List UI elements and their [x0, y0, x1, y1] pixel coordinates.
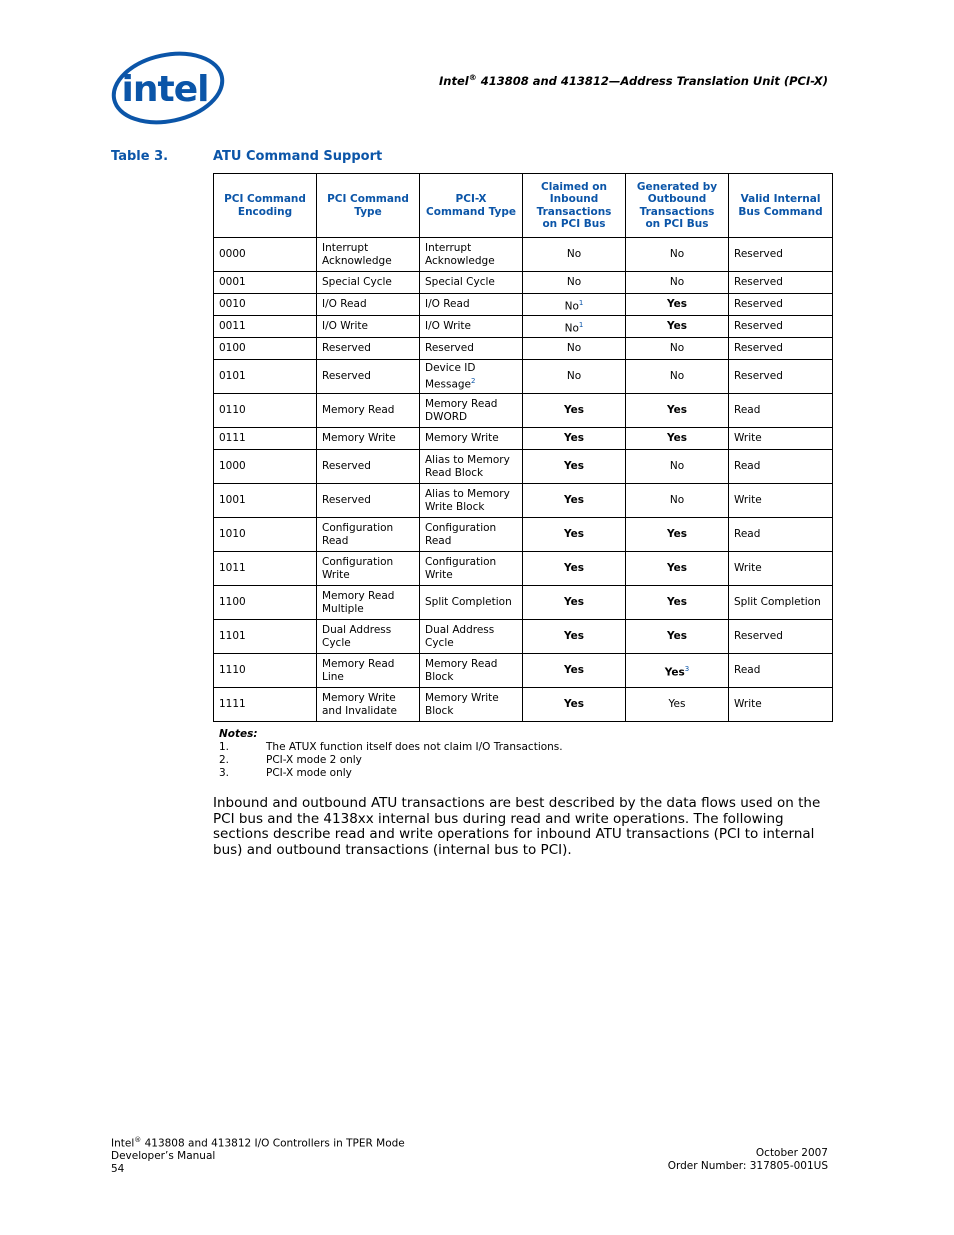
cell-encoding-text: 0000 — [219, 248, 246, 261]
cell-pcix-type-text: Special Cycle — [425, 276, 495, 289]
running-header — [439, 73, 828, 88]
cell-outbound-text: Yes — [666, 528, 687, 541]
cell-pcix-type-text: Configuration Write — [425, 556, 497, 581]
cell-internal-bus-text: Reserved — [734, 342, 783, 355]
col-header-pcix-type: PCI-X Command Type — [420, 174, 523, 238]
cell-inbound — [523, 394, 626, 428]
cell-internal-bus — [729, 316, 833, 338]
table-row — [214, 360, 833, 394]
cell-inbound — [523, 294, 626, 316]
cell-encoding — [214, 272, 317, 294]
cell-encoding — [214, 294, 317, 316]
cell-encoding-text: 1101 — [219, 630, 246, 643]
cell-encoding — [214, 620, 317, 654]
cell-pcix-type-text: Alias to Memory Write Block — [425, 488, 510, 513]
cell-pci-type — [317, 294, 420, 316]
cell-encoding-text: 1111 — [219, 698, 246, 711]
table-header-row — [214, 174, 833, 238]
cell-inbound — [523, 450, 626, 484]
cell-outbound — [626, 428, 729, 450]
cell-pcix-type — [420, 450, 523, 484]
cell-pcix-type-text: I/O Write — [425, 320, 471, 333]
cell-outbound — [626, 394, 729, 428]
cell-outbound — [626, 620, 729, 654]
page-number: 54 — [111, 1162, 125, 1175]
cell-encoding-text: 0110 — [219, 404, 246, 417]
intel-logo — [110, 50, 226, 126]
cell-pci-type — [317, 654, 420, 688]
cell-encoding-text: 1001 — [219, 494, 246, 507]
registered-mark: ® — [468, 73, 477, 82]
table-row — [214, 620, 833, 654]
cell-pci-type — [317, 428, 420, 450]
cell-inbound-text: Yes — [563, 404, 584, 417]
cell-encoding — [214, 586, 317, 620]
cell-pci-type-text: Configuration Write — [322, 556, 394, 581]
cell-internal-bus — [729, 518, 833, 552]
cell-inbound — [523, 552, 626, 586]
cell-encoding-text: 0100 — [219, 342, 246, 355]
cell-internal-bus-text: Read — [734, 664, 761, 677]
table-row — [214, 586, 833, 620]
cell-pci-type-text: I/O Read — [322, 298, 367, 311]
cell-inbound-text: Yes — [563, 460, 584, 473]
cell-encoding — [214, 338, 317, 360]
cell-inbound-text: No — [566, 370, 582, 383]
cell-outbound — [626, 338, 729, 360]
cell-pcix-type — [420, 552, 523, 586]
note-number: 1. — [219, 741, 230, 753]
cell-pcix-type-text: Alias to Memory Read Block — [425, 454, 510, 479]
cell-pci-type — [317, 360, 420, 394]
cell-pcix-type-text: Split Completion — [425, 596, 512, 609]
cell-outbound-text: No — [669, 276, 685, 289]
cell-inbound — [523, 428, 626, 450]
table-row — [214, 294, 833, 316]
cell-pci-type — [317, 484, 420, 518]
cell-encoding — [214, 428, 317, 450]
cell-outbound-text: Yes — [666, 562, 687, 575]
cell-internal-bus — [729, 294, 833, 316]
note-number: 2. — [219, 754, 230, 766]
col-header-encoding: PCI Command Encoding — [214, 174, 317, 238]
cell-internal-bus-text: Write — [734, 562, 762, 575]
col-header-outbound: Generated by Outbound Transactions on PCI Bus — [626, 174, 729, 238]
cell-encoding — [214, 688, 317, 722]
note-text: The ATUX function itself does not claim I/O Transactions. — [266, 741, 563, 753]
cell-pci-type — [317, 552, 420, 586]
cell-inbound — [523, 688, 626, 722]
cell-encoding — [214, 394, 317, 428]
cell-encoding — [214, 360, 317, 394]
cell-internal-bus-text: Write — [734, 494, 762, 507]
cell-encoding-text: 1100 — [219, 596, 246, 609]
cell-internal-bus — [729, 688, 833, 722]
cell-pcix-type — [420, 272, 523, 294]
cell-pcix-type — [420, 316, 523, 338]
col-header-internal-bus: Valid Internal Bus Command — [729, 174, 833, 238]
cell-pcix-type — [420, 688, 523, 722]
cell-pci-type — [317, 338, 420, 360]
cell-outbound-text: No — [669, 494, 685, 507]
cell-pcix-type-text: Memory Write Block — [425, 692, 499, 717]
cell-internal-bus — [729, 338, 833, 360]
cell-inbound-text: Yes — [563, 698, 584, 711]
cell-inbound-text: Yes — [563, 494, 584, 507]
cell-outbound — [626, 272, 729, 294]
cell-inbound — [523, 620, 626, 654]
cell-internal-bus — [729, 272, 833, 294]
table-row — [214, 484, 833, 518]
cell-pcix-type — [420, 428, 523, 450]
table-row — [214, 518, 833, 552]
cell-internal-bus-text: Read — [734, 404, 761, 417]
cell-encoding — [214, 552, 317, 586]
cell-pcix-type-text: Device ID Message — [425, 362, 476, 391]
cell-internal-bus — [729, 360, 833, 394]
cell-encoding-text: 0010 — [219, 298, 246, 311]
note-item — [219, 754, 563, 767]
table-caption — [111, 149, 382, 164]
cell-outbound — [626, 316, 729, 338]
table-row — [214, 394, 833, 428]
cell-pcix-type — [420, 360, 523, 394]
cell-pcix-type-text: I/O Read — [425, 298, 470, 311]
cell-internal-bus-text: Read — [734, 528, 761, 541]
cell-outbound — [626, 484, 729, 518]
footer-title-text: 413808 and 413812 I/O Controllers in TPER Mode — [141, 1137, 405, 1150]
cell-pci-type-text: Configuration Read — [322, 522, 394, 547]
cell-inbound-text: No — [564, 322, 579, 334]
cell-internal-bus-text: Reserved — [734, 370, 783, 383]
cell-outbound-text: No — [669, 460, 685, 473]
cell-encoding-text: 1010 — [219, 528, 246, 541]
table-row — [214, 552, 833, 586]
table-row — [214, 450, 833, 484]
table-notes — [219, 728, 563, 780]
cell-inbound — [523, 238, 626, 272]
cell-pci-type — [317, 394, 420, 428]
note-text: PCI-X mode only — [266, 767, 352, 779]
cell-encoding — [214, 238, 317, 272]
cell-inbound-text: Yes — [563, 630, 584, 643]
note-item — [219, 767, 563, 780]
cell-inbound — [523, 518, 626, 552]
note-text: PCI-X mode 2 only — [266, 754, 362, 766]
cell-pcix-type — [420, 238, 523, 272]
footer-manual-label: Developer’s Manual — [111, 1150, 216, 1162]
cell-pci-type-text: Interrupt Acknowledge — [322, 242, 392, 267]
cell-outbound-text: Yes — [666, 404, 687, 417]
cell-outbound-text: No — [669, 248, 685, 261]
footnote-ref: 3 — [684, 664, 690, 673]
footnote-ref: 1 — [578, 298, 584, 307]
cell-inbound-text: Yes — [563, 432, 584, 445]
cell-outbound-text: Yes — [666, 320, 687, 333]
cell-pci-type-text: Memory Write and Invalidate — [322, 692, 398, 717]
footer-brand: Intel — [111, 1137, 135, 1150]
footer-doc-title — [111, 1134, 405, 1150]
cell-pcix-type — [420, 394, 523, 428]
cell-encoding-text: 0101 — [219, 370, 246, 383]
cell-internal-bus — [729, 552, 833, 586]
cell-pcix-type — [420, 654, 523, 688]
cell-outbound-text: Yes — [666, 596, 687, 609]
cell-pcix-type-text: Memory Write — [425, 432, 499, 445]
cell-internal-bus-text: Reserved — [734, 320, 783, 333]
cell-pci-type-text: Reserved — [322, 342, 371, 355]
table-row — [214, 428, 833, 450]
cell-pci-type-text: Dual Address Cycle — [322, 624, 392, 649]
notes-title: Notes: — [219, 728, 258, 740]
col-header-pci-type: PCI Command Type — [317, 174, 420, 238]
cell-internal-bus — [729, 620, 833, 654]
cell-inbound-text: Yes — [563, 664, 584, 677]
cell-encoding — [214, 316, 317, 338]
note-item — [219, 741, 563, 754]
cell-encoding-text: 0011 — [219, 320, 246, 333]
cell-outbound — [626, 688, 729, 722]
cell-internal-bus-text: Reserved — [734, 276, 783, 289]
footer-left — [111, 1134, 405, 1175]
cell-outbound-text: Yes — [668, 698, 686, 711]
cell-inbound-text: Yes — [563, 562, 584, 575]
cell-pcix-type — [420, 484, 523, 518]
table-row — [214, 654, 833, 688]
table-row — [214, 688, 833, 722]
cell-encoding-text: 1011 — [219, 562, 246, 575]
cell-pci-type — [317, 316, 420, 338]
cell-pcix-type-text: Dual Address Cycle — [425, 624, 495, 649]
cell-outbound-text: No — [669, 342, 685, 355]
cell-inbound-text: No — [566, 276, 582, 289]
cell-pci-type-text: Special Cycle — [322, 276, 392, 289]
cell-encoding-text: 0001 — [219, 276, 246, 289]
cell-inbound-text: Yes — [563, 528, 584, 541]
cell-internal-bus — [729, 450, 833, 484]
cell-outbound — [626, 518, 729, 552]
cell-outbound — [626, 552, 729, 586]
cell-pci-type-text: Reserved — [322, 494, 371, 507]
col-header-inbound: Claimed on Inbound Transactions on PCI Bus — [523, 174, 626, 238]
cell-encoding-text: 0111 — [219, 432, 246, 445]
body-paragraph: Inbound and outbound ATU transactions are best described by the data flows used on the PCI bus and the 4138xx internal bus during read and write operations. The following sections describe read and write operations for inbound ATU transactions (PCI to internal bus) and outbound transactions (internal bus to PCI). — [213, 795, 821, 859]
cell-inbound — [523, 484, 626, 518]
table-number: Table 3. — [111, 149, 169, 164]
cell-inbound-text: No — [566, 342, 582, 355]
table-row — [214, 272, 833, 294]
footer-registered-mark: ® — [134, 1136, 142, 1144]
cell-inbound — [523, 654, 626, 688]
cell-pci-type — [317, 586, 420, 620]
cell-pci-type — [317, 272, 420, 294]
cell-pci-type-text: I/O Write — [322, 320, 368, 333]
table-row — [214, 238, 833, 272]
table-row — [214, 316, 833, 338]
logo-wordmark: intel — [121, 69, 209, 110]
cell-outbound — [626, 360, 729, 394]
footer-order-number: Order Number: 317805-001US — [667, 1159, 828, 1172]
cell-outbound-text: Yes — [664, 666, 685, 678]
header-brand: Intel — [439, 73, 469, 88]
atu-command-table — [213, 173, 833, 722]
cell-outbound — [626, 450, 729, 484]
cell-pci-type-text: Memory Read Line — [322, 658, 395, 683]
cell-internal-bus — [729, 238, 833, 272]
cell-encoding-text: 1000 — [219, 460, 246, 473]
cell-pcix-type — [420, 620, 523, 654]
cell-pci-type — [317, 518, 420, 552]
cell-inbound-text: No — [564, 300, 579, 312]
cell-pcix-type — [420, 518, 523, 552]
cell-internal-bus-text: Split Completion — [734, 596, 821, 609]
table-row — [214, 338, 833, 360]
cell-pcix-type — [420, 338, 523, 360]
cell-inbound-text: Yes — [563, 596, 584, 609]
cell-internal-bus-text: Write — [734, 698, 762, 711]
table-title: ATU Command Support — [213, 149, 383, 164]
footnote-ref: 2 — [471, 376, 476, 385]
cell-encoding — [214, 484, 317, 518]
cell-inbound — [523, 272, 626, 294]
footnote-ref: 1 — [578, 320, 584, 329]
cell-pci-type — [317, 688, 420, 722]
cell-outbound-text: Yes — [666, 630, 687, 643]
cell-outbound-text: Yes — [666, 432, 687, 445]
cell-pci-type-text: Reserved — [322, 460, 371, 473]
cell-pci-type — [317, 450, 420, 484]
cell-pci-type-text: Memory Read Multiple — [322, 590, 395, 615]
cell-internal-bus — [729, 428, 833, 450]
cell-outbound-text: Yes — [666, 298, 687, 311]
cell-inbound — [523, 586, 626, 620]
cell-pcix-type-text: Configuration Read — [425, 522, 497, 547]
cell-pci-type — [317, 238, 420, 272]
cell-encoding-text: 1110 — [219, 664, 246, 677]
footer-date: October 2007 — [755, 1147, 828, 1159]
cell-pci-type-text: Memory Write — [322, 432, 396, 445]
header-title-text: 413808 and 413812—Address Translation Unit (PCI-X) — [476, 73, 828, 88]
cell-inbound — [523, 316, 626, 338]
cell-internal-bus-text: Reserved — [734, 298, 783, 311]
cell-encoding — [214, 518, 317, 552]
cell-pci-type-text: Reserved — [322, 370, 371, 383]
cell-pcix-type-text: Memory Read Block — [425, 658, 498, 683]
cell-internal-bus-text: Reserved — [734, 630, 783, 643]
cell-outbound — [626, 294, 729, 316]
cell-inbound-text: No — [566, 248, 582, 261]
cell-outbound-text: No — [669, 370, 685, 383]
cell-inbound — [523, 360, 626, 394]
cell-pci-type — [317, 620, 420, 654]
cell-pcix-type — [420, 294, 523, 316]
cell-encoding — [214, 450, 317, 484]
cell-outbound — [626, 654, 729, 688]
cell-pcix-type-text: Reserved — [425, 342, 474, 355]
footer-right — [668, 1147, 828, 1172]
cell-inbound — [523, 338, 626, 360]
cell-internal-bus — [729, 586, 833, 620]
cell-outbound — [626, 586, 729, 620]
cell-internal-bus-text: Write — [734, 432, 762, 445]
cell-internal-bus — [729, 654, 833, 688]
cell-pci-type-text: Memory Read — [322, 404, 395, 417]
cell-internal-bus — [729, 394, 833, 428]
cell-outbound — [626, 238, 729, 272]
note-number: 3. — [219, 767, 230, 779]
cell-internal-bus-text: Read — [734, 460, 761, 473]
cell-internal-bus-text: Reserved — [734, 248, 783, 261]
cell-pcix-type-text: Interrupt Acknowledge — [425, 242, 495, 267]
cell-encoding — [214, 654, 317, 688]
cell-pcix-type — [420, 586, 523, 620]
cell-internal-bus — [729, 484, 833, 518]
cell-pcix-type-text: Memory Read DWORD — [425, 398, 498, 423]
